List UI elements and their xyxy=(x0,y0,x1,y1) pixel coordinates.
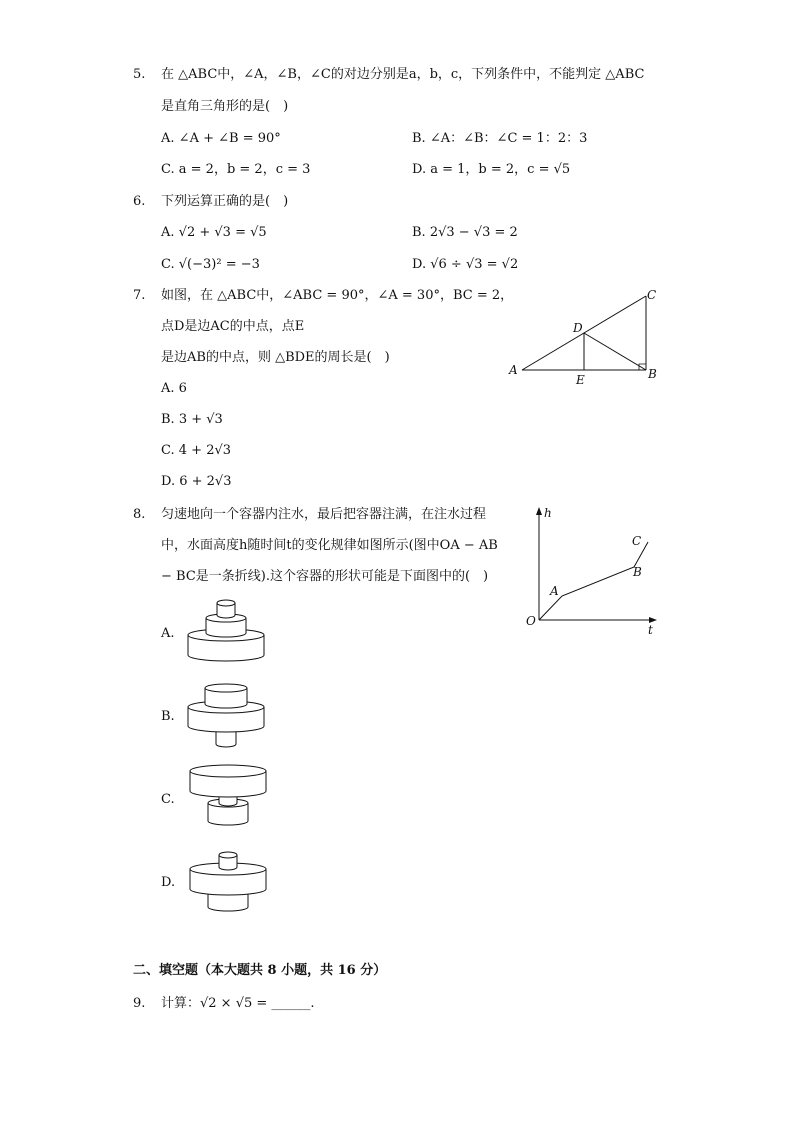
q8-option-d-label[interactable]: D. xyxy=(161,875,176,890)
option-text: √2 + √3 = √5 xyxy=(178,225,267,240)
label-b: B xyxy=(633,565,642,579)
q7-option-a[interactable] xyxy=(161,380,187,398)
cylinder-small-top xyxy=(219,852,237,858)
q8-option-a-container[interactable] xyxy=(185,597,271,665)
label-h: h xyxy=(544,506,552,520)
option-text: 2√3 − √3 = 2 xyxy=(429,225,518,240)
q8-option-b-label[interactable]: B. xyxy=(161,709,175,724)
q7-option-c[interactable] xyxy=(161,442,231,460)
option-label: D. xyxy=(412,162,427,177)
q8-height-time-graph xyxy=(520,505,665,640)
q7-option-b[interactable] xyxy=(161,411,223,429)
label-b: B xyxy=(648,367,657,381)
q8-option-c-container[interactable] xyxy=(185,763,271,831)
section-title: 二、填空题（本大题共 8 小题，共 16 分） xyxy=(133,963,387,978)
label-d: D xyxy=(573,321,583,335)
q8-number: 8. xyxy=(133,507,146,522)
segment-db xyxy=(584,333,646,370)
label-o: O xyxy=(526,614,536,628)
option-label: C. xyxy=(161,443,175,458)
q5-option-c[interactable] xyxy=(161,161,310,179)
option-label: C. xyxy=(161,162,175,177)
q7-stem-line3: 是边AB的中点，则 △BDE的周长是( ) xyxy=(161,350,390,365)
option-label: D. xyxy=(161,474,176,489)
option-text: ∠A：∠B：∠C = 1：2：3 xyxy=(429,131,588,146)
q6-option-b[interactable] xyxy=(412,224,518,242)
label-a: A xyxy=(550,584,559,598)
label-c: C xyxy=(632,534,642,548)
q7-stem-line2: 点D是边AC的中点，点E xyxy=(161,319,305,334)
label-c: C xyxy=(647,288,657,302)
option-text: 4 + 2√3 xyxy=(178,443,232,458)
option-label: D. xyxy=(412,257,427,272)
q7-option-d[interactable] xyxy=(161,473,232,491)
q6-number: 6. xyxy=(133,194,146,209)
q8-option-a-label[interactable]: A. xyxy=(161,626,175,641)
option-text: √(−3)² = −3 xyxy=(178,257,260,272)
cylinder-small xyxy=(216,730,236,747)
option-label: B. xyxy=(412,131,426,146)
option-text: 3 + √3 xyxy=(178,412,223,427)
q8-stem-line3: − BC是一条折线).这个容器的形状可能是下面图中的( ) xyxy=(161,569,489,584)
q8-option-b-container[interactable] xyxy=(185,682,271,750)
q8-stem-line1: 匀速地向一个容器内注水，最后把容器注满，在注水过程 xyxy=(161,507,487,522)
cylinder-large-top xyxy=(190,765,266,777)
label-e: E xyxy=(576,373,585,387)
option-text: 6 xyxy=(178,381,187,396)
q6-option-c[interactable] xyxy=(161,256,260,274)
option-label: C. xyxy=(161,257,175,272)
option-label: A. xyxy=(161,131,175,146)
q6-stem: 下列运算正确的是( ) xyxy=(161,194,289,209)
label-t: t xyxy=(648,623,653,637)
q5-number: 5. xyxy=(133,67,146,82)
q5-stem-line2: 是直角三角形的是( ) xyxy=(161,99,289,114)
oa-ab-bc-polyline xyxy=(539,542,648,620)
q7-triangle-figure xyxy=(505,284,670,394)
option-text: 6 + 2√3 xyxy=(179,474,232,489)
option-label: B. xyxy=(412,225,426,240)
h-axis-arrow xyxy=(536,507,542,515)
q5-option-a[interactable] xyxy=(161,130,281,148)
option-text: a = 2，b = 2，c = 3 xyxy=(178,162,311,177)
option-text: ∠A + ∠B = 90° xyxy=(178,131,281,146)
cylinder-small-top xyxy=(217,600,235,606)
q8-option-c-label[interactable]: C. xyxy=(161,792,175,807)
q9-text[interactable]: 计算：√2 × √5 = ______. xyxy=(161,996,315,1011)
option-label: B. xyxy=(161,412,175,427)
option-label: A. xyxy=(161,225,175,240)
q9-number: 9. xyxy=(133,996,146,1011)
q5-option-b[interactable] xyxy=(412,130,587,148)
q6-option-a[interactable] xyxy=(161,224,267,242)
q5-option-d[interactable] xyxy=(412,161,570,179)
q7-number: 7. xyxy=(133,288,146,303)
cylinder-medium-top xyxy=(205,684,247,692)
option-text: a = 1，b = 2，c = √5 xyxy=(430,162,571,177)
option-label: A. xyxy=(161,381,175,396)
q5-stem-line1: 在 △ABC中，∠A，∠B，∠C的对边分别是a，b，c，下列条件中，不能判定 △ABC xyxy=(161,67,645,82)
option-text: √6 ÷ √3 = √2 xyxy=(430,257,519,272)
q8-stem-line2: 中，水面高度h随时间t的变化规律如图所示(图中OA − AB xyxy=(161,538,498,553)
label-a: A xyxy=(509,363,518,377)
q7-stem-line1: 如图，在 △ABC中，∠ABC = 90°，∠A = 30°，BC = 2， xyxy=(161,288,514,303)
q8-option-d-container[interactable] xyxy=(185,849,271,917)
q6-option-d[interactable] xyxy=(412,256,518,274)
